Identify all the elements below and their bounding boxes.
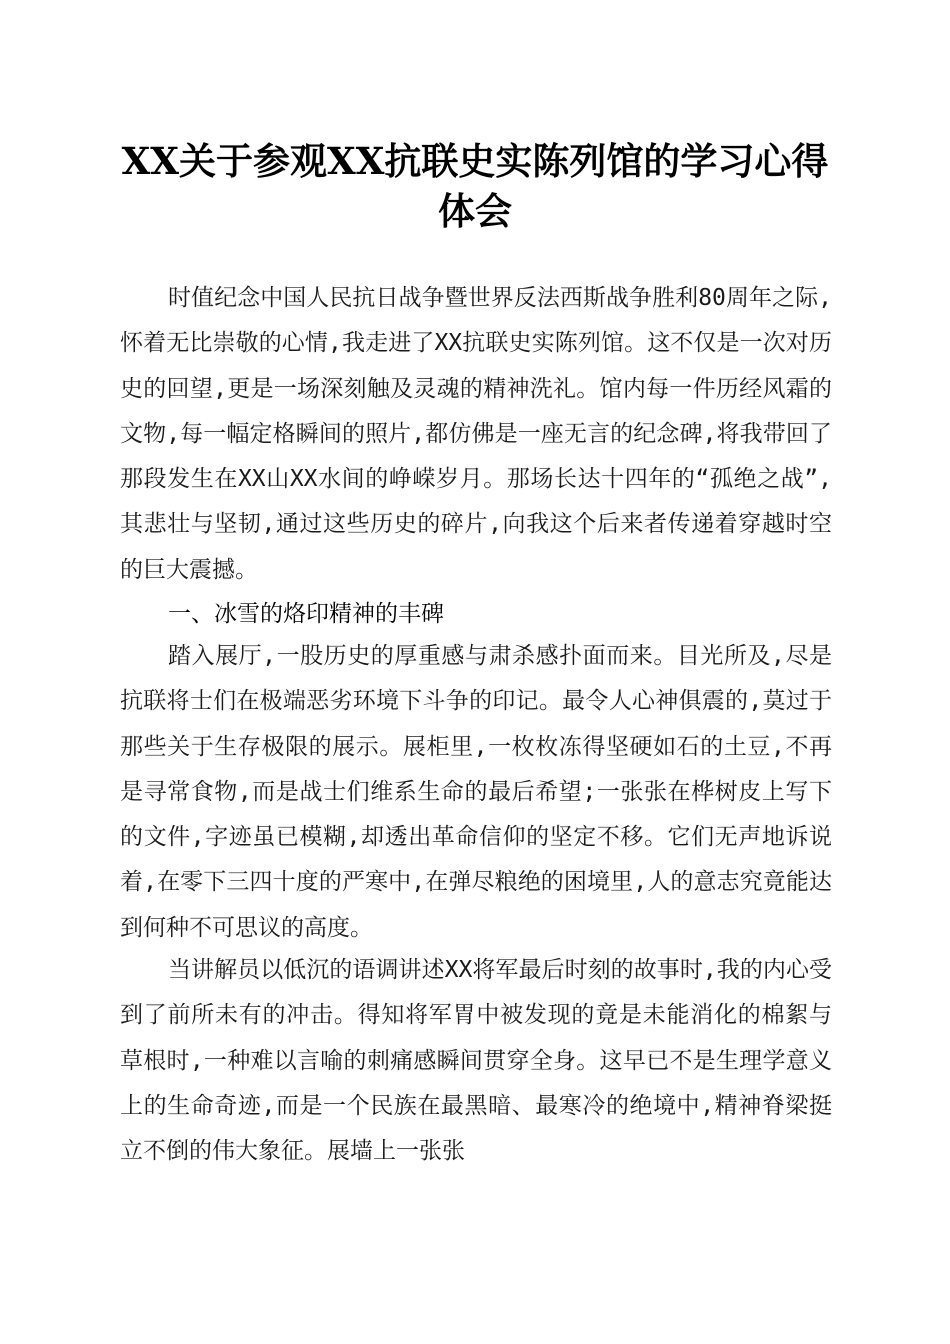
paragraph-general-story: 当讲解员以低沉的语调讲述XX将军最后时刻的故事时,我的内心受到了前所未有的冲击。得知将军胃中被发现的竟是未能消化的棉絮与草根时,一种难以言喻的刺痛感瞬间贯穿全身。这早已不是生理学意义上的生命奇迹,而是一个民族在最黑暗、最寒冷的绝境中,精神脊梁挺立不倒的伟大象征。展墙上一张张 — [120, 957, 832, 1165]
paragraph-intro: 时值纪念中国人民抗日战争暨世界反法西斯战争胜利80周年之际,怀着无比崇敬的心情,我走进了XX抗联史实陈列馆。这不仅是一次对历史的回望,更是一场深刻触及灵魂的精神洗礼。馆内每一件历经风霜的文物,每一幅定格瞬间的照片,都仿佛是一座无言的纪念碑,将我带回了那段发生在XX山XX水间的峥嵘岁月。那场长达十四年的“孤绝之战”,其悲壮与坚韧,通过这些历史的碎片,向我这个后来者传递着穿越时空的巨大震撼。 — [120, 285, 832, 583]
section-heading: 一、冰雪的烙印精神的丰碑 — [168, 601, 444, 627]
document-title: XX关于参观XX抗联史实陈列馆的学习心得体会 — [121, 139, 829, 233]
paragraph-exhibition: 踏入展厅,一股历史的厚重感与肃杀感扑面而来。目光所及,尽是抗联将士们在极端恶劣环境下斗争的印记。最令人心神俱震的,莫过于那些关于生存极限的展示。展柜里,一枚枚冻得坚硬如石的土豆,不再是寻常食物,而是战士们维系生命的最后希望;一张张在桦树皮上写下的文件,字迹虽已模糊,却透出革命信仰的坚定不移。它们无声地诉说着,在零下三四十度的严寒中,在弹尽粮绝的困境里,人的意志究竟能达到何种不可思议的高度。 — [120, 643, 832, 941]
